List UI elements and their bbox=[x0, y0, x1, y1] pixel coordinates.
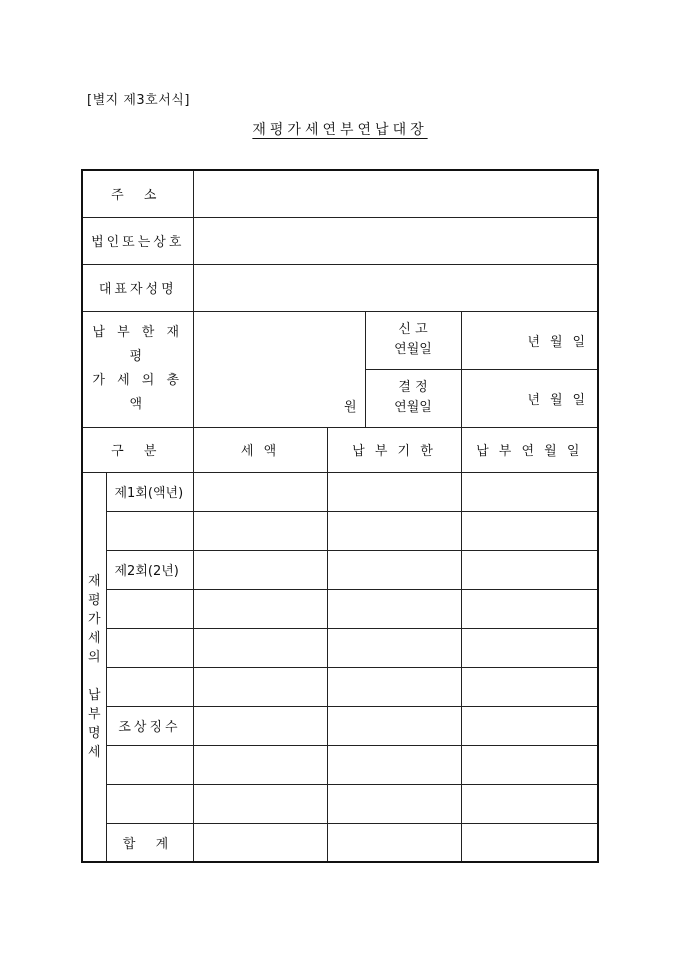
tax-amount-cell[interactable] bbox=[193, 628, 327, 667]
due-date-cell[interactable] bbox=[327, 511, 461, 550]
paid-date-cell[interactable] bbox=[461, 745, 598, 784]
detail-row-label bbox=[106, 667, 193, 706]
decision-day: 일 bbox=[572, 392, 585, 408]
side-char-gap bbox=[83, 667, 106, 686]
form-title-text: 재평가세연부연납대장 bbox=[252, 122, 428, 138]
side-char: 명 bbox=[87, 725, 101, 741]
detail-row bbox=[82, 589, 598, 628]
representative-label: 대표자성명 bbox=[82, 264, 193, 311]
detail-row bbox=[82, 667, 598, 706]
paid-date-cell[interactable] bbox=[461, 589, 598, 628]
tax-amount-cell[interactable] bbox=[193, 745, 327, 784]
tax-amount-cell[interactable] bbox=[193, 667, 327, 706]
side-char: 세 bbox=[87, 744, 101, 760]
paid-date-cell[interactable] bbox=[461, 472, 598, 511]
report-date-field[interactable] bbox=[461, 311, 598, 369]
detail-row-label bbox=[106, 745, 193, 784]
detail-row-label bbox=[106, 589, 193, 628]
detail-row bbox=[82, 550, 598, 589]
total-tax-label bbox=[82, 311, 193, 427]
due-date-cell[interactable] bbox=[327, 628, 461, 667]
total-tax-amount-field[interactable] bbox=[193, 311, 365, 427]
paid-date-cell[interactable] bbox=[461, 628, 598, 667]
detail-row bbox=[82, 628, 598, 667]
side-char: 세 bbox=[87, 630, 101, 646]
tax-amount-cell[interactable] bbox=[193, 472, 327, 511]
address-label: 주 소 bbox=[82, 170, 193, 217]
tax-amount-cell[interactable] bbox=[193, 706, 327, 745]
paid-date-cell[interactable] bbox=[461, 706, 598, 745]
company-row bbox=[82, 217, 598, 264]
company-field[interactable] bbox=[193, 217, 598, 264]
tax-amount-cell[interactable] bbox=[193, 589, 327, 628]
report-label-line1: 신 고 bbox=[398, 322, 428, 337]
detail-side-label bbox=[82, 472, 106, 862]
tax-amount-cell[interactable] bbox=[193, 511, 327, 550]
detail-row-label: 조상징수 bbox=[106, 706, 193, 745]
report-day: 일 bbox=[572, 334, 585, 350]
address-field[interactable] bbox=[193, 170, 598, 217]
due-date-cell[interactable] bbox=[327, 706, 461, 745]
header-tax-amount: 세 액 bbox=[193, 427, 327, 472]
decision-label-line1: 결 정 bbox=[398, 380, 428, 395]
address-row bbox=[82, 170, 598, 217]
detail-row-label: 제2회(2년) bbox=[106, 550, 193, 589]
tax-amount-cell[interactable] bbox=[193, 784, 327, 823]
due-date-cell[interactable] bbox=[327, 550, 461, 589]
paid-date-cell[interactable] bbox=[461, 511, 598, 550]
due-date-cell[interactable] bbox=[327, 667, 461, 706]
header-due-date: 납 부 기 한 bbox=[327, 427, 461, 472]
side-char: 평 bbox=[87, 592, 101, 608]
detail-row-label bbox=[106, 511, 193, 550]
header-category: 구 분 bbox=[82, 427, 193, 472]
decision-year: 년 bbox=[527, 392, 541, 408]
total-label: 합 계 bbox=[106, 823, 193, 862]
detail-row bbox=[82, 511, 598, 550]
report-month: 월 bbox=[549, 334, 563, 350]
form-code: [별지 제3호서식] bbox=[87, 93, 190, 108]
total-due-date-cell[interactable] bbox=[327, 823, 461, 862]
total-tax-row-1 bbox=[82, 311, 598, 369]
paid-date-cell[interactable] bbox=[461, 667, 598, 706]
side-char: 재 bbox=[87, 573, 101, 589]
side-char: 의 bbox=[87, 649, 101, 665]
side-char: 납 bbox=[87, 687, 101, 703]
company-label: 법인또는상호 bbox=[82, 217, 193, 264]
detail-row bbox=[82, 784, 598, 823]
detail-row bbox=[82, 706, 598, 745]
due-date-cell[interactable] bbox=[327, 472, 461, 511]
total-tax-amount-cell[interactable] bbox=[193, 823, 327, 862]
decision-month: 월 bbox=[549, 392, 563, 408]
side-char: 가 bbox=[87, 611, 101, 627]
representative-row bbox=[82, 264, 598, 311]
detail-row-label: 제1회(액년) bbox=[106, 472, 193, 511]
won-unit: 원 bbox=[343, 399, 357, 415]
form-title bbox=[0, 119, 680, 139]
tax-amount-cell[interactable] bbox=[193, 550, 327, 589]
paid-date-cell[interactable] bbox=[461, 784, 598, 823]
decision-date-label bbox=[365, 369, 461, 427]
decision-label-line2: 연월일 bbox=[394, 400, 432, 415]
total-tax-label-line1: 납 부 한 재 평 bbox=[92, 325, 184, 364]
ledger-table bbox=[81, 169, 599, 863]
side-char: 부 bbox=[87, 706, 101, 722]
due-date-cell[interactable] bbox=[327, 589, 461, 628]
due-date-cell[interactable] bbox=[327, 745, 461, 784]
total-tax-label-line2: 가 세 의 총 액 bbox=[92, 373, 184, 412]
due-date-cell[interactable] bbox=[327, 784, 461, 823]
header-paid-date: 납 부 연 월 일 bbox=[461, 427, 598, 472]
detail-row bbox=[82, 745, 598, 784]
total-paid-date-cell[interactable] bbox=[461, 823, 598, 862]
total-row bbox=[82, 823, 598, 862]
report-date-label bbox=[365, 311, 461, 369]
decision-date-field[interactable] bbox=[461, 369, 598, 427]
detail-row-label bbox=[106, 628, 193, 667]
detail-row bbox=[82, 472, 598, 511]
representative-field[interactable] bbox=[193, 264, 598, 311]
report-label-line2: 연월일 bbox=[394, 342, 432, 357]
detail-row-label bbox=[106, 784, 193, 823]
detail-header-row bbox=[82, 427, 598, 472]
paid-date-cell[interactable] bbox=[461, 550, 598, 589]
report-year: 년 bbox=[527, 334, 541, 350]
